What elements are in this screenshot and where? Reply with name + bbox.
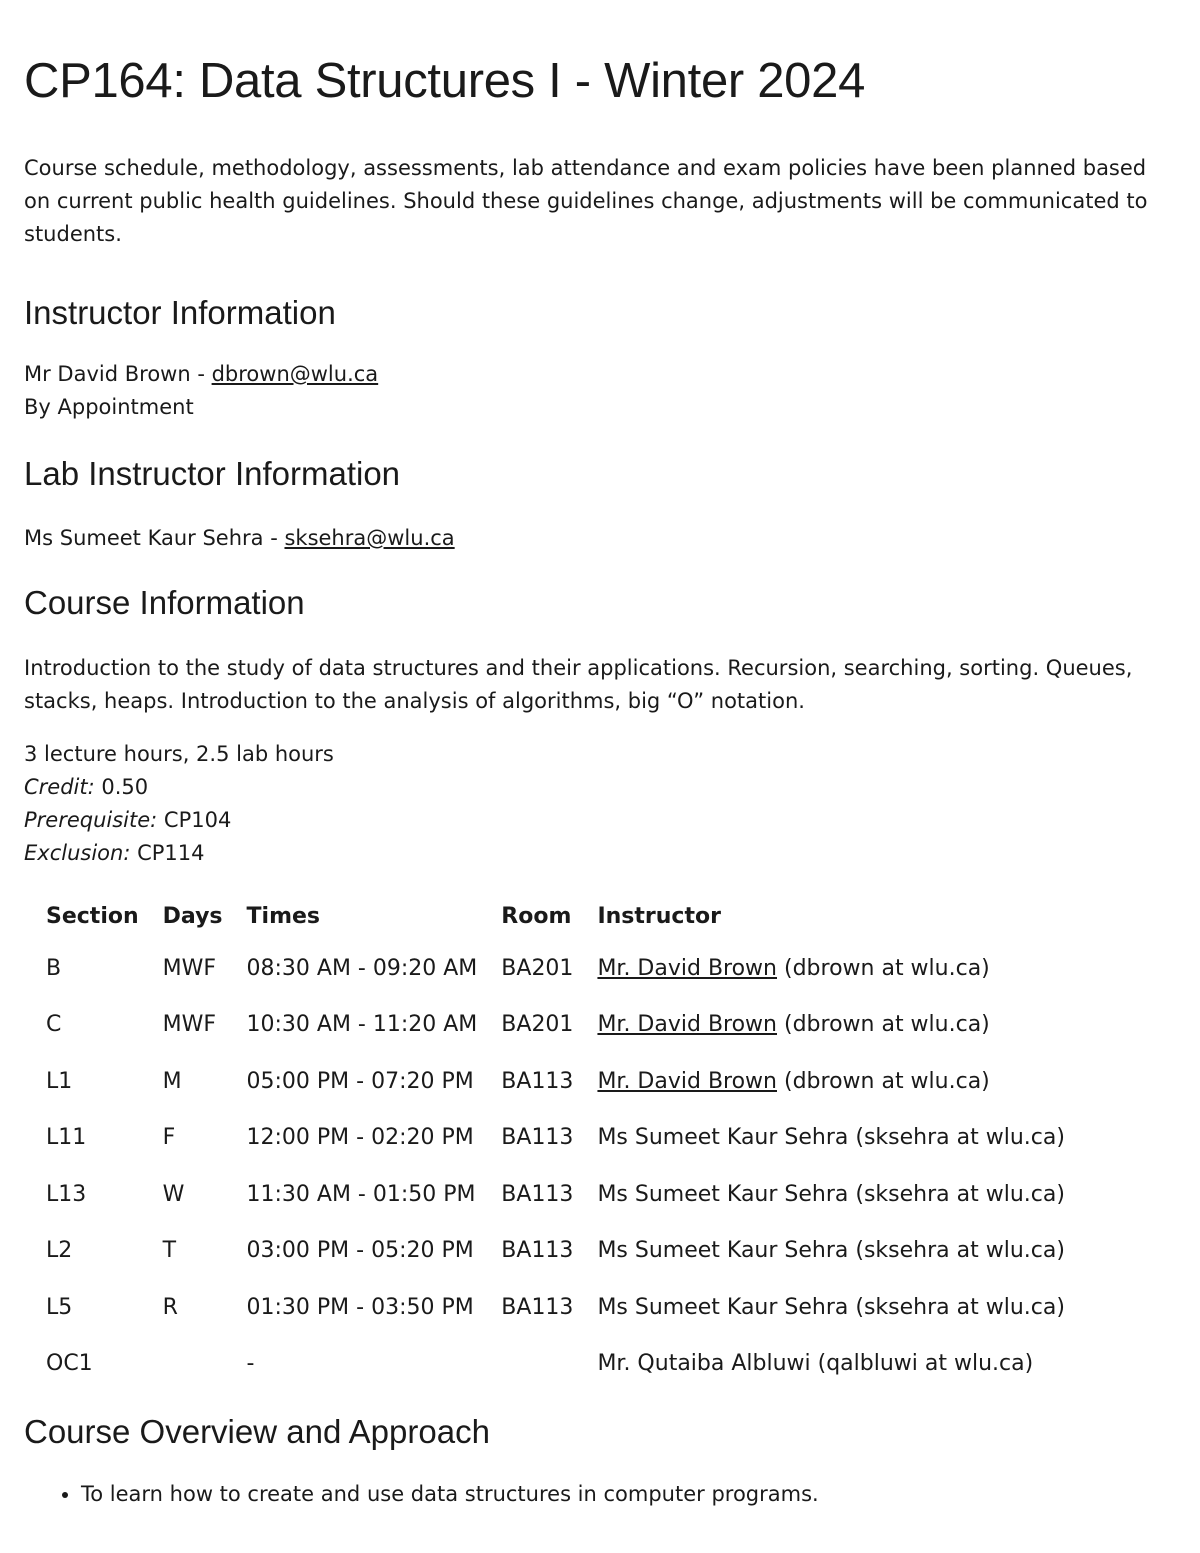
instructor-info — [24, 358, 1176, 424]
times-cell: 11:30 AM - 01:50 PM — [246, 1181, 476, 1207]
instructor-cell — [585, 1279, 1076, 1336]
credit-label: Credit: — [24, 775, 95, 799]
instructor-name: Ms Sumeet Kaur Sehra — [597, 1294, 849, 1320]
table-row — [34, 1166, 1077, 1223]
instructor-contact: (qalbluwi at wlu.ca) — [810, 1351, 1034, 1377]
table-row — [34, 1223, 1077, 1280]
room-cell: BA113 — [501, 1238, 574, 1264]
exclusion-label: Exclusion: — [24, 841, 131, 865]
schedule-body — [34, 940, 1077, 1392]
page-title: CP164: Data Structures I - Winter 2024 — [24, 54, 866, 108]
instructor-cell — [585, 1336, 1076, 1393]
lab-instructor-name: Ms Sumeet Kaur Sehra — [24, 526, 264, 550]
room-cell: BA113 — [501, 1294, 574, 1320]
table-row — [34, 997, 1077, 1054]
table-row — [34, 1053, 1077, 1110]
office-hours: By Appointment — [24, 395, 194, 419]
lab-instructor-heading: Lab Instructor Information — [24, 455, 401, 492]
times-cell: 10:30 AM - 11:20 AM — [246, 1012, 478, 1038]
days-cell: M — [162, 1068, 182, 1094]
header-section: Section — [46, 903, 139, 929]
prerequisite-value: CP104 — [157, 808, 232, 832]
section-cell: L11 — [46, 1125, 87, 1151]
section-schedule-table — [34, 892, 1077, 1392]
times-cell: 08:30 AM - 09:20 AM — [246, 955, 478, 981]
header-times: Times — [246, 903, 321, 929]
instructor-cell[interactable] — [585, 997, 1076, 1054]
list-item: • To learn how to create and use data structures in computer programs. — [81, 1478, 1176, 1511]
times-cell: 05:00 PM - 07:20 PM — [246, 1068, 474, 1094]
days-cell: F — [162, 1125, 176, 1151]
table-row — [34, 1110, 1077, 1167]
section-cell: OC1 — [46, 1351, 93, 1377]
lab-instructor-separator: - — [263, 526, 285, 550]
instructor-cell[interactable] — [585, 940, 1076, 997]
instructor-separator: - — [190, 362, 212, 386]
course-description: Introduction to the study of data structures and their applications. Recursion, searching, sorting. Queues, stacks, heaps. Introduction to the analysis of algorithms, big “O” notation. — [24, 656, 1133, 713]
section-cell: C — [46, 1012, 62, 1038]
days-cell: MWF — [162, 1012, 217, 1038]
times-cell: 12:00 PM - 02:20 PM — [246, 1125, 474, 1151]
instructor-link[interactable]: Mr. David Brown — [597, 955, 777, 981]
course-info-heading: Course Information — [24, 584, 305, 621]
days-cell — [151, 1336, 235, 1393]
section-cell: L5 — [46, 1294, 73, 1320]
instructor-heading: Instructor Information — [24, 294, 336, 331]
overview-heading: Course Overview and Approach — [24, 1413, 490, 1450]
times-cell: 03:00 PM - 05:20 PM — [246, 1238, 474, 1264]
course-details — [24, 738, 1176, 870]
instructor-cell — [585, 1166, 1076, 1223]
overview-list — [24, 1478, 1176, 1511]
days-cell: W — [162, 1181, 185, 1207]
prerequisite-label: Prerequisite: — [24, 808, 158, 832]
intro-paragraph: Course schedule, methodology, assessments, lab attendance and exam policies have been planned based on current public health guidelines. Should these guidelines change, adjustments will be communicated to students. — [24, 156, 1148, 246]
instructor-name: Mr David Brown — [24, 362, 191, 386]
instructor-contact: (sksehra at wlu.ca) — [848, 1125, 1065, 1151]
section-cell: L13 — [46, 1181, 87, 1207]
table-row — [34, 1336, 1077, 1393]
days-cell: T — [162, 1238, 177, 1264]
course-hours: 3 lecture hours, 2.5 lab hours — [24, 742, 334, 766]
instructor-contact: (dbrown at wlu.ca) — [777, 1068, 990, 1094]
instructor-contact: (sksehra at wlu.ca) — [848, 1181, 1065, 1207]
instructor-email-link[interactable]: dbrown@wlu.ca — [211, 362, 379, 386]
lab-instructor-email-link[interactable]: sksehra@wlu.ca — [284, 526, 455, 550]
instructor-contact: (sksehra at wlu.ca) — [848, 1238, 1065, 1264]
header-instructor: Instructor — [597, 903, 721, 929]
instructor-contact: (sksehra at wlu.ca) — [848, 1294, 1065, 1320]
lab-instructor-info — [24, 522, 1176, 555]
instructor-link[interactable]: Mr. David Brown — [597, 1012, 777, 1038]
room-cell: BA201 — [501, 1012, 574, 1038]
exclusion-value: CP114 — [130, 841, 205, 865]
days-cell: MWF — [162, 955, 217, 981]
times-cell: 01:30 PM - 03:50 PM — [246, 1294, 474, 1320]
room-cell: BA113 — [501, 1125, 574, 1151]
room-cell: BA113 — [501, 1181, 574, 1207]
table-row — [34, 1279, 1077, 1336]
room-cell: BA113 — [501, 1068, 574, 1094]
credit-value: 0.50 — [94, 775, 149, 799]
table-row — [34, 940, 1077, 997]
instructor-cell[interactable] — [585, 1053, 1076, 1110]
times-cell: - — [246, 1351, 255, 1377]
section-cell: B — [46, 955, 62, 981]
section-cell: L2 — [46, 1238, 73, 1264]
header-days: Days — [162, 903, 223, 929]
instructor-contact: (dbrown at wlu.ca) — [777, 955, 990, 981]
instructor-contact: (dbrown at wlu.ca) — [777, 1012, 990, 1038]
instructor-name: Ms Sumeet Kaur Sehra — [597, 1181, 849, 1207]
room-cell: BA201 — [501, 955, 574, 981]
instructor-cell — [585, 1110, 1076, 1167]
days-cell: R — [162, 1294, 178, 1320]
section-cell: L1 — [46, 1068, 73, 1094]
room-cell — [489, 1336, 585, 1393]
table-header-row — [34, 892, 1077, 940]
instructor-name: Ms Sumeet Kaur Sehra — [597, 1125, 849, 1151]
instructor-link[interactable]: Mr. David Brown — [597, 1068, 777, 1094]
instructor-name: Ms Sumeet Kaur Sehra — [597, 1238, 849, 1264]
instructor-cell — [585, 1223, 1076, 1280]
header-room: Room — [501, 903, 572, 929]
instructor-name: Mr. Qutaiba Albluwi — [597, 1351, 811, 1377]
